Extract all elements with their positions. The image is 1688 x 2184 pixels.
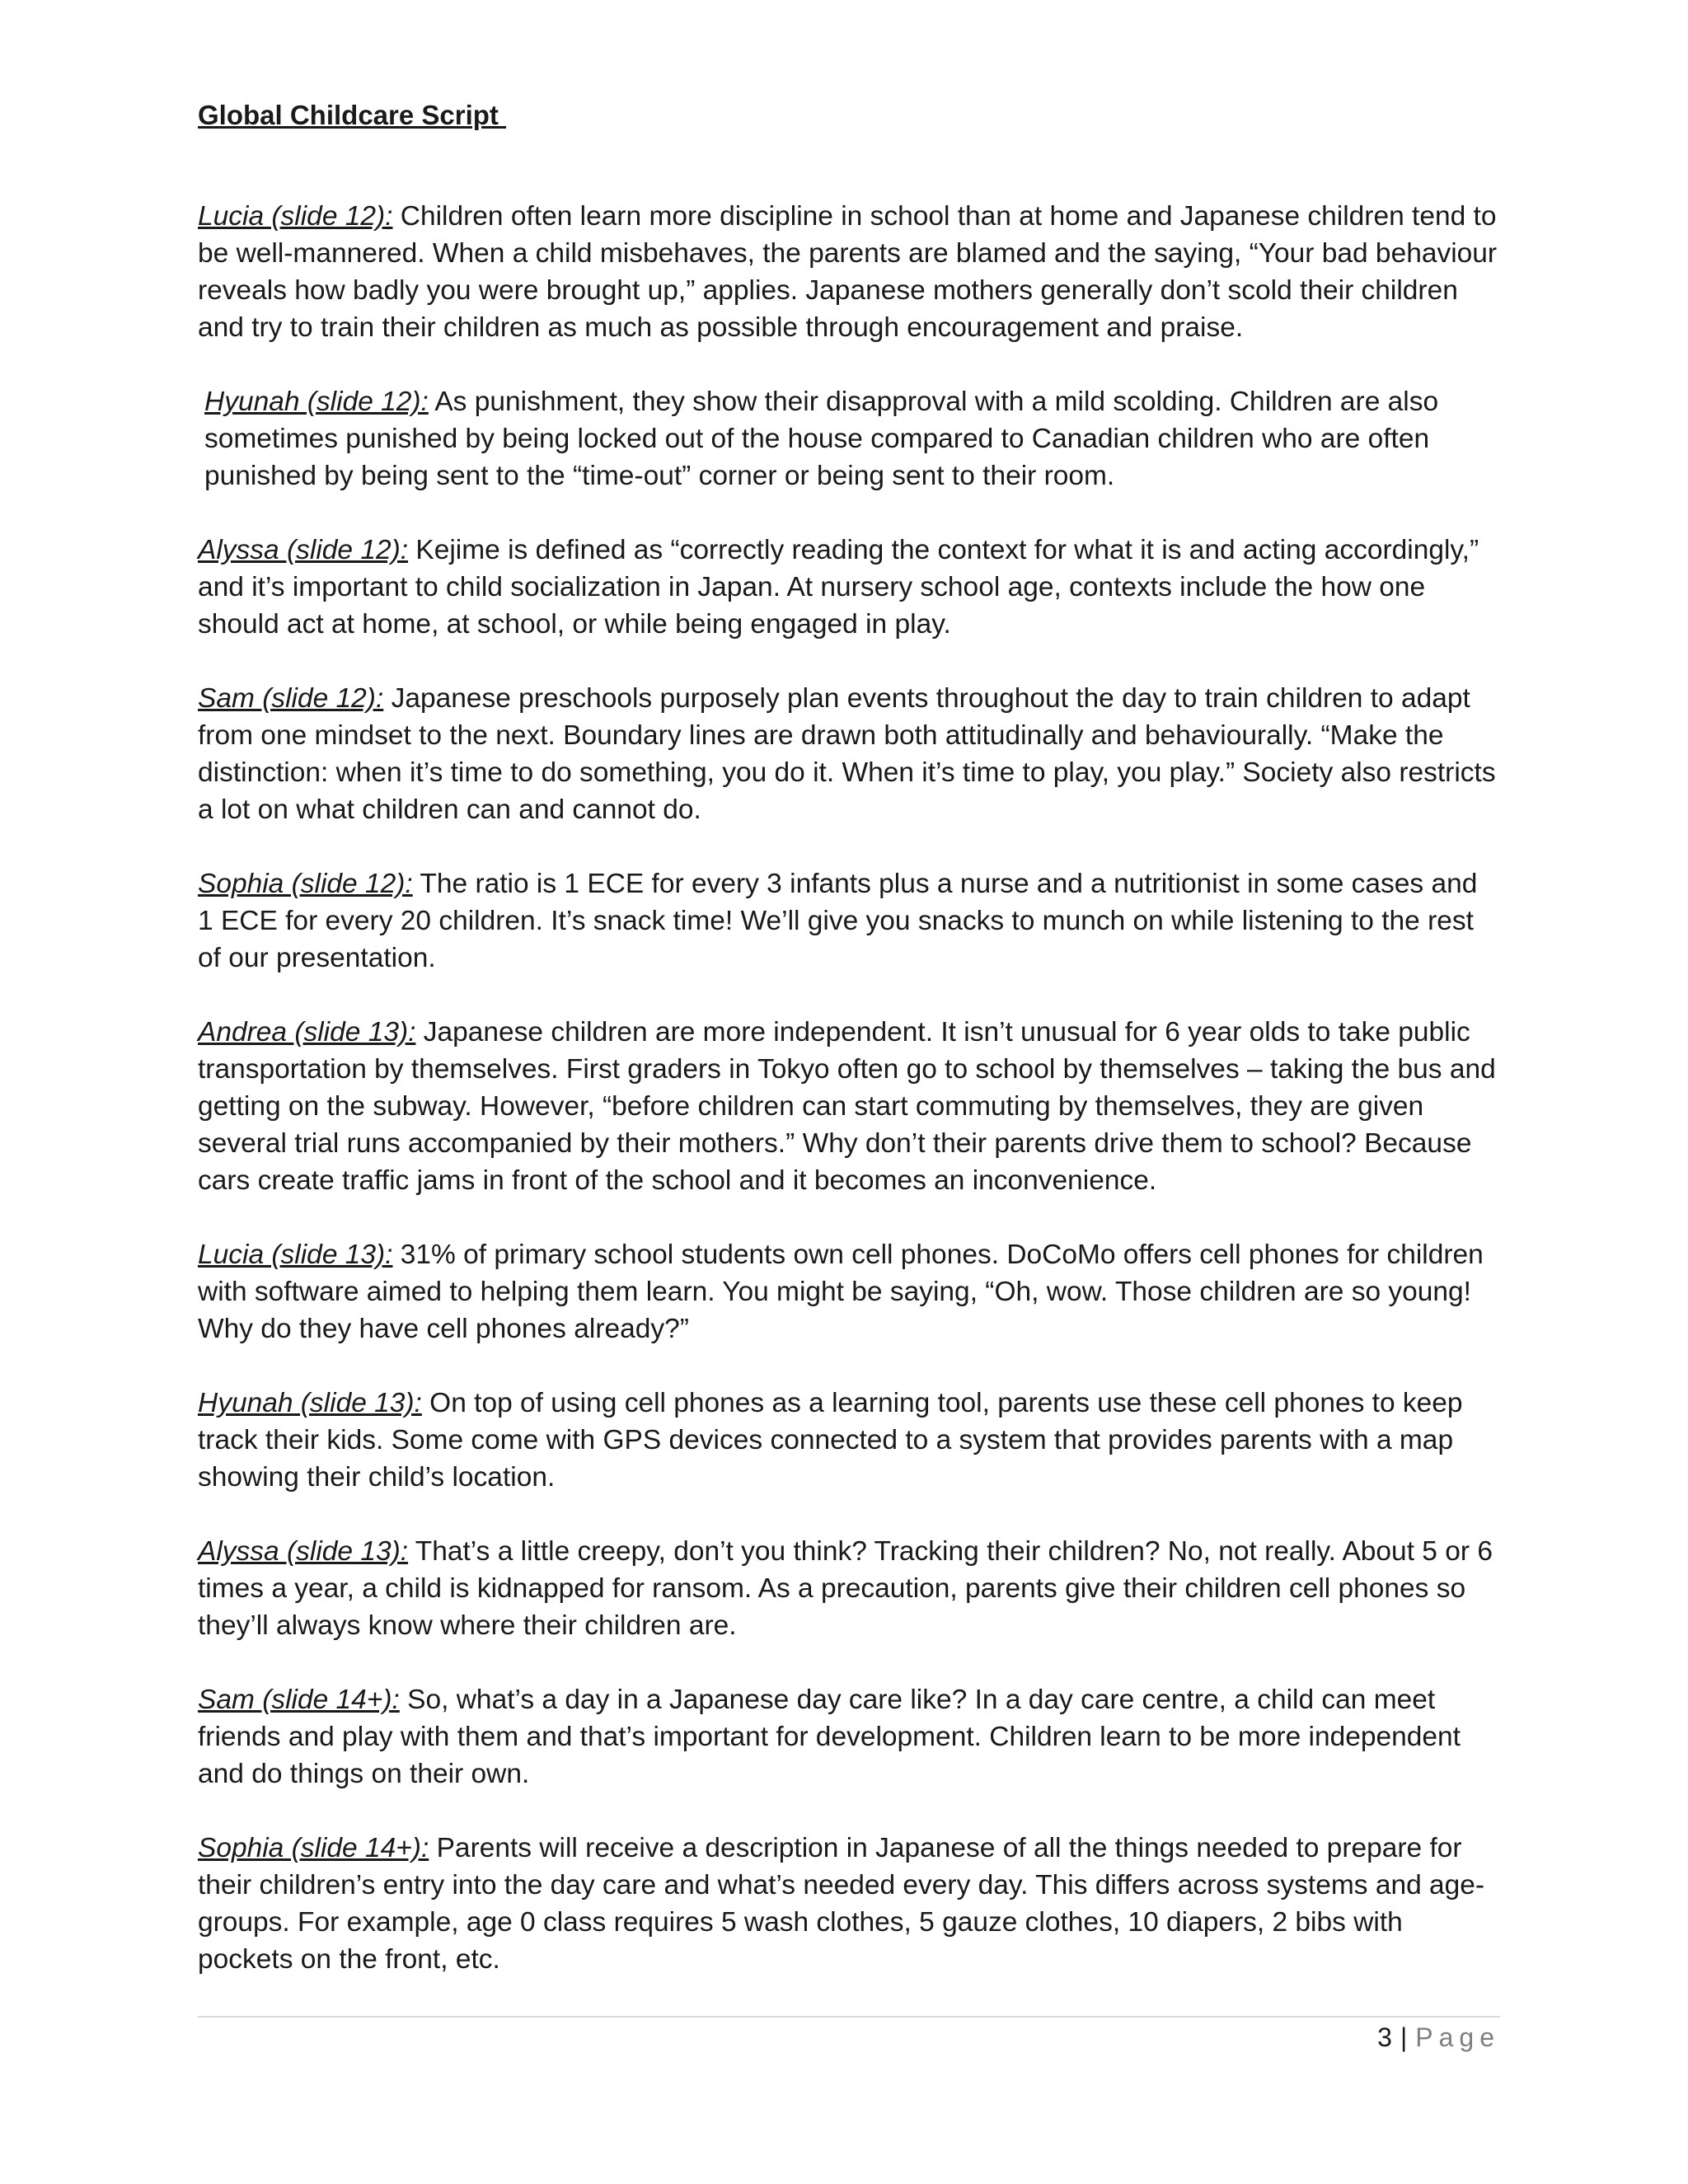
- paragraph-text: On top of using cell phones as a learning tool, parents use these cell phones to keep track their kids. Some come with GPS devices connected to a system that provides parents with a map showing their child’s location.: [198, 1388, 1463, 1493]
- script-paragraph: [198, 532, 1500, 643]
- speaker-label: Sophia (slide 12):: [198, 869, 413, 899]
- script-paragraph: [198, 383, 1500, 494]
- script-paragraph: [198, 865, 1500, 977]
- page-label: Page: [1415, 2022, 1500, 2052]
- script-paragraph: [198, 1385, 1500, 1496]
- paragraph-text: So, what’s a day in a Japanese day care like? In a day care centre, a child can meet friends and play with them and that’s important for development. Children learn to be more independent and do things on their own.: [198, 1685, 1461, 1789]
- script-body: [198, 198, 1500, 2015]
- script-paragraph: [198, 1014, 1500, 1199]
- speaker-label: Alyssa (slide 13):: [198, 1536, 409, 1567]
- script-paragraph: [198, 1533, 1500, 1644]
- paragraph-text: Japanese preschools purposely plan events throughout the day to train children to adapt from one mindset to the next. Boundary lines are drawn both attitudinally and behaviourally. “Make the distinction: when it’s time to do something, you do it. When it’s time to play, you play.” Society also restricts a lot on what children can and cannot do.: [198, 683, 1496, 825]
- speaker-label: Hyunah (slide 13):: [198, 1388, 422, 1418]
- paragraph-text: As punishment, they show their disapproval with a mild scolding. Children are also sometimes punished by being locked out of the house compared to Canadian children who are often punished by being sent to the “time-out” corner or being sent to their room.: [204, 387, 1439, 491]
- paragraph-text: The ratio is 1 ECE for every 3 infants plus a nurse and a nutritionist in some cases and 1 ECE for every 20 children. It’s snack time! We’ll give you snacks to munch on while listening to the rest of our presentation.: [198, 869, 1478, 973]
- speaker-label: Sam (slide 14+):: [198, 1685, 400, 1715]
- speaker-label: Hyunah (slide 12):: [204, 387, 429, 417]
- script-paragraph: [198, 1236, 1500, 1347]
- speaker-label: Lucia (slide 12):: [198, 201, 393, 232]
- paragraph-text: That’s a little creepy, don’t you think? Tracking their children? No, not really. About 5 or 6 times a year, a child is kidnapped for ransom. As a precaution, parents give their children cell phones so they’ll always know where their children are.: [198, 1536, 1493, 1641]
- footer-divider: [198, 2016, 1500, 2018]
- paragraph-text: Kejime is defined as “correctly reading the context for what it is and acting accordingly,” and it’s important to child socialization in Japan. At nursery school age, contexts include the how one should act at home, at school, or while being engaged in play.: [198, 535, 1479, 640]
- footer-separator: |: [1400, 2022, 1408, 2052]
- page-footer: [1377, 2019, 1500, 2056]
- speaker-label: Sam (slide 12):: [198, 683, 384, 714]
- paragraph-text: Children often learn more discipline in school than at home and Japanese children tend to be well-mannered. When a child misbehaves, the parents are blamed and the saying, “Your bad behaviour reveals how badly you were brought up,” applies. Japanese mothers generally don’t scold their children and try to train their children as much as possible through encouragement and praise.: [198, 201, 1498, 343]
- speaker-label: Lucia (slide 13):: [198, 1240, 393, 1270]
- speaker-label: Alyssa (slide 12):: [198, 535, 409, 565]
- paragraph-text: Japanese children are more independent. It isn’t unusual for 6 year olds to take public transportation by themselves. First graders in Tokyo often go to school by themselves – taking the bus and getting on the subway. However, “before children can start commuting by themselves, they are given several trial runs accompanied by their mothers.” Why don’t their parents drive them to school? Because cars create traffic jams in front of the school and it becomes an inconvenience.: [198, 1017, 1496, 1196]
- paragraph-text: Parents will receive a description in Japanese of all the things needed to prepare for their children’s entry into the day care and what’s needed every day. This differs across systems and age-groups. For example, age 0 class requires 5 wash clothes, 5 gauze clothes, 10 diapers, 2 bibs with pockets on the front, etc.: [198, 1833, 1485, 1975]
- speaker-label: Andrea (slide 13):: [198, 1017, 416, 1047]
- speaker-label: Sophia (slide 14+):: [198, 1833, 429, 1863]
- script-paragraph: [198, 1830, 1500, 1978]
- script-paragraph: [198, 1681, 1500, 1793]
- paragraph-text: 31% of primary school students own cell phones. DoCoMo offers cell phones for children with software aimed to helping them learn. You might be saying, “Oh, wow. Those children are so young! Why do they have cell phones already?”: [198, 1240, 1484, 1344]
- script-paragraph: [198, 680, 1500, 828]
- page-number: 3: [1377, 2022, 1392, 2052]
- document-title: Global Childcare Script: [198, 100, 507, 130]
- script-paragraph: [198, 198, 1500, 346]
